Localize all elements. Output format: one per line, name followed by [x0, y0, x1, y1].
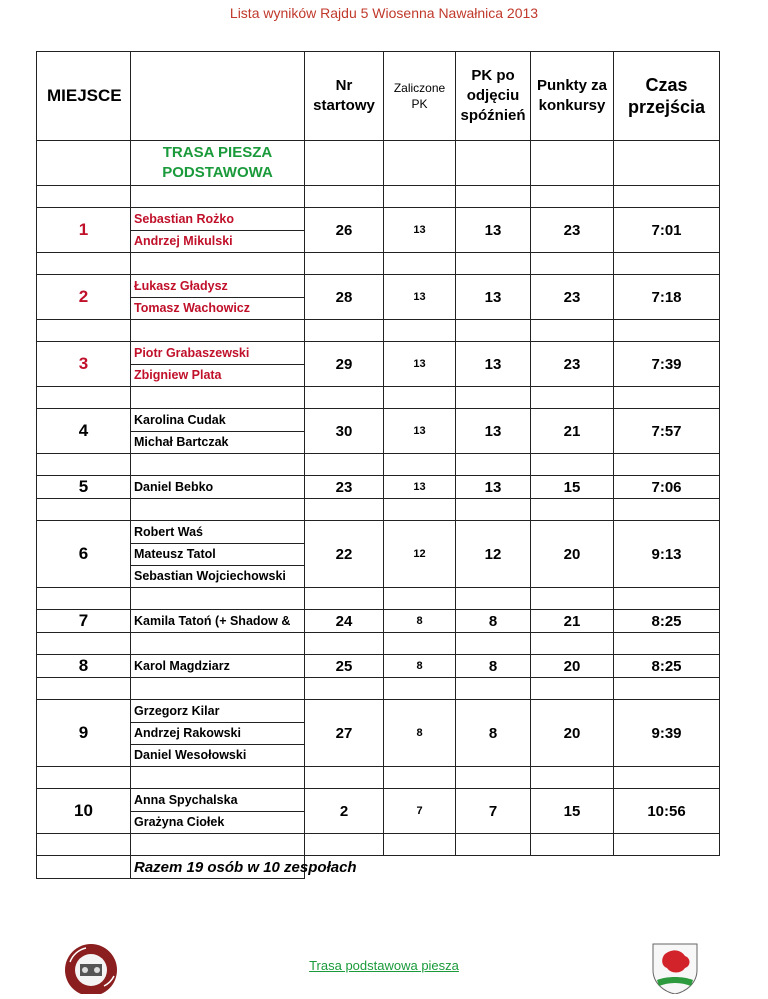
section-title-line2: PODSTAWOWA [162, 164, 273, 181]
team-rows [37, 186, 720, 834]
team-member: Łukasz Gładysz [134, 278, 228, 293]
header-names [131, 52, 305, 141]
team-place: 9 [37, 700, 131, 767]
contest-points: 15 [531, 789, 614, 834]
team-members [131, 342, 305, 387]
header-pk-after-penalty [456, 52, 531, 141]
checkpoints-passed: 13 [384, 342, 456, 387]
team-member: Andrzej Rakowski [131, 722, 304, 744]
team-members [131, 610, 305, 633]
header-place: MIEJSCE [37, 52, 131, 141]
checkpoints-after-penalty: 8 [456, 655, 531, 678]
checkpoints-after-penalty: 13 [456, 275, 531, 320]
team-row [37, 789, 720, 834]
team-members [131, 476, 305, 499]
finish-time: 7:06 [614, 476, 720, 499]
header-pk-line2: odjęciu [466, 87, 520, 104]
header-zal-line1: Zaliczone [393, 81, 446, 95]
finish-time: 10:56 [614, 789, 720, 834]
team-row [37, 476, 720, 499]
team-place: 6 [37, 521, 131, 588]
team-member: Zbigniew Plata [131, 364, 304, 386]
team-member: Robert Waś [134, 524, 203, 539]
start-number: 30 [305, 409, 384, 454]
team-member: Michał Bartczak [131, 431, 304, 453]
document-title: Lista wyników Rajdu 5 Wiosenna Nawałnica 2013 [229, 5, 539, 21]
header-time-line1: Czas [645, 75, 688, 95]
team-place: 4 [37, 409, 131, 454]
team-place: 7 [37, 610, 131, 633]
team-row [37, 655, 720, 678]
start-number: 24 [305, 610, 384, 633]
team-place: 1 [37, 208, 131, 253]
checkpoints-passed: 8 [384, 700, 456, 767]
checkpoints-after-penalty: 13 [456, 208, 531, 253]
team-member: Karolina Cudak [134, 412, 226, 427]
results-table [36, 51, 720, 879]
team-member: Anna Spychalska [134, 792, 238, 807]
finish-time: 9:39 [614, 700, 720, 767]
team-members [131, 655, 305, 678]
checkpoints-after-penalty: 8 [456, 700, 531, 767]
team-member: Daniel Wesołowski [131, 744, 304, 766]
team-member: Kamila Tatoń (+ Shadow & [134, 613, 291, 628]
start-number: 2 [305, 789, 384, 834]
team-member: Grzegorz Kilar [134, 703, 220, 718]
team-member: Tomasz Wachowicz [131, 297, 304, 319]
header-nr-line2: startowy [313, 97, 375, 114]
checkpoints-passed: 8 [384, 610, 456, 633]
finish-time: 7:57 [614, 409, 720, 454]
finish-time: 7:18 [614, 275, 720, 320]
start-number: 29 [305, 342, 384, 387]
team-place: 3 [37, 342, 131, 387]
team-member: Piotr Grabaszewski [134, 345, 250, 360]
header-pts-line2: konkursy [538, 97, 606, 114]
header-time-line2: przejścia [627, 97, 706, 117]
team-member: Sebastian Wojciechowski [131, 565, 304, 587]
checkpoints-passed: 12 [384, 521, 456, 588]
checkpoints-after-penalty: 13 [456, 342, 531, 387]
team-member: Mateusz Tatol [131, 543, 304, 565]
checkpoints-after-penalty: 7 [456, 789, 531, 834]
finish-time: 9:13 [614, 521, 720, 588]
checkpoints-passed: 13 [384, 208, 456, 253]
contest-points: 23 [531, 275, 614, 320]
header-pts-line1: Punkty za [536, 77, 608, 94]
header-nr-line1: Nr [335, 77, 353, 94]
checkpoints-passed: 13 [384, 476, 456, 499]
contest-points: 15 [531, 476, 614, 499]
start-number: 22 [305, 521, 384, 588]
start-number: 27 [305, 700, 384, 767]
team-row [37, 521, 720, 588]
start-number: 28 [305, 275, 384, 320]
checkpoints-after-penalty: 12 [456, 521, 531, 588]
finish-time: 8:25 [614, 610, 720, 633]
team-row [37, 275, 720, 320]
header-pk-line1: PK po [471, 67, 515, 84]
finish-time: 7:01 [614, 208, 720, 253]
checkpoints-after-penalty: 13 [456, 409, 531, 454]
team-members [131, 521, 305, 588]
finish-time: 7:39 [614, 342, 720, 387]
team-row [37, 208, 720, 253]
team-members [131, 275, 305, 320]
team-member: Grażyna Ciołek [131, 811, 304, 833]
team-place: 10 [37, 789, 131, 834]
team-place: 5 [37, 476, 131, 499]
contest-points: 20 [531, 655, 614, 678]
contest-points: 20 [531, 521, 614, 588]
footer-link[interactable]: Trasa podstawowa piesza [309, 958, 459, 973]
start-number: 23 [305, 476, 384, 499]
team-place: 8 [37, 655, 131, 678]
header-row [37, 52, 720, 141]
team-place: 2 [37, 275, 131, 320]
team-member: Andrzej Mikulski [131, 230, 304, 252]
header-time [614, 52, 720, 141]
team-row [37, 700, 720, 767]
start-number: 25 [305, 655, 384, 678]
section-row [37, 141, 720, 186]
team-row [37, 409, 720, 454]
total-row [37, 856, 720, 879]
contest-points: 23 [531, 208, 614, 253]
team-member: Sebastian Rożko [134, 211, 235, 226]
team-members [131, 700, 305, 767]
header-pk-line3: spóźnień [460, 107, 526, 124]
team-members [131, 409, 305, 454]
finish-time: 8:25 [614, 655, 720, 678]
team-member: Karol Magdziarz [134, 658, 230, 673]
contest-points: 23 [531, 342, 614, 387]
team-members [131, 789, 305, 834]
header-checkpoints [384, 52, 456, 141]
contest-points: 21 [531, 610, 614, 633]
header-contest-points [531, 52, 614, 141]
checkpoints-passed: 13 [384, 409, 456, 454]
team-row [37, 342, 720, 387]
section-title [131, 141, 305, 186]
contest-points: 20 [531, 700, 614, 767]
total-summary: Razem 19 osób w 10 zespołach [131, 856, 305, 879]
checkpoints-passed: 8 [384, 655, 456, 678]
checkpoints-passed: 7 [384, 789, 456, 834]
team-member: Daniel Bebko [134, 479, 214, 494]
contest-points: 21 [531, 409, 614, 454]
team-row [37, 610, 720, 633]
team-members [131, 208, 305, 253]
checkpoints-passed: 13 [384, 275, 456, 320]
checkpoints-after-penalty: 8 [456, 610, 531, 633]
coat-of-arms-logo [645, 940, 705, 994]
header-start-number [305, 52, 384, 141]
section-title-line1: TRASA PIESZA [162, 144, 273, 161]
start-number: 26 [305, 208, 384, 253]
checkpoints-after-penalty: 13 [456, 476, 531, 499]
header-zal-line2: PK [411, 97, 428, 111]
